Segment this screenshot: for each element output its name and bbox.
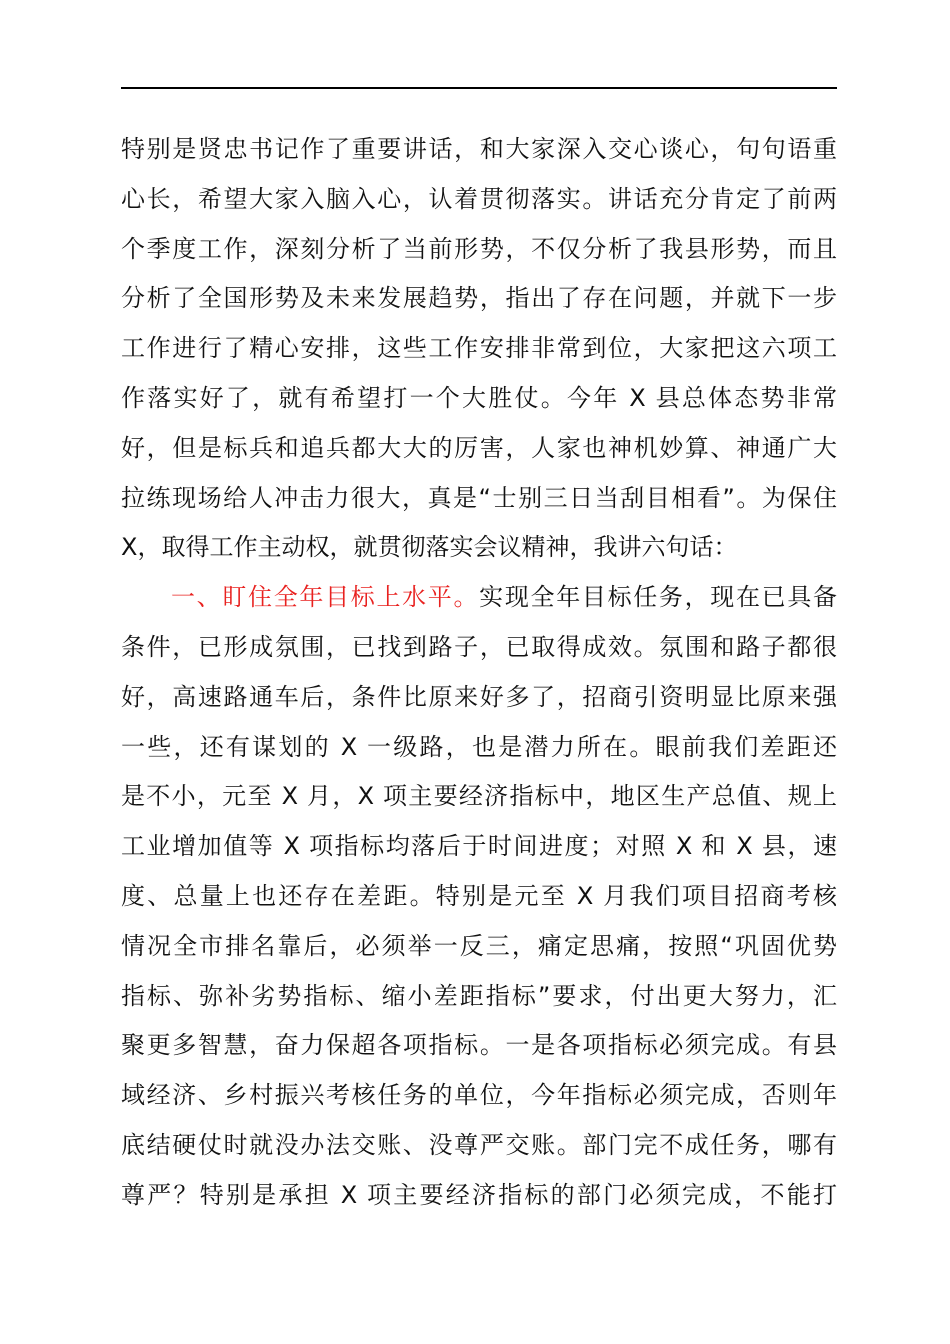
text-line: X，取得工作主动权，就贯彻落实会议精神，我讲六句话： (121, 533, 738, 562)
text-line: 工业增加值等 X 项指标均落后于时间进度；对照 X 和 X 县，速 (121, 832, 837, 861)
text-line: 拉练现场给人冲击力很大，真是“士别三日当刮目相看”。为保住 (121, 483, 837, 512)
text-line: 特别是贤忠书记作了重要讲话，和大家深入交心谈心，句句语重 (121, 135, 837, 163)
text-line: 情况全市排名靠后，必须举一反三，痛定思痛，按照“巩固优势 (121, 931, 837, 960)
text-line: 底结硬仗时就没办法交账、没尊严交账。部门完不成任务，哪有 (121, 1130, 837, 1159)
text-line: 一些，还有谋划的 X 一级路，也是潜力所在。眼前我们差距还 (121, 732, 837, 761)
text-line: 聚更多智慧，奋力保超各项指标。一是各项指标必须完成。有县 (121, 1031, 837, 1060)
text-line: 作落实好了，就有希望打一个大胜仗。今年 X 县总体态势非常 (121, 383, 837, 412)
text-line: 好，高速路通车后，条件比原来好多了，招商引资明显比原来强 (121, 682, 837, 711)
text-line: 工作进行了精心安排，这些工作安排非常到位，大家把这六项工 (121, 334, 837, 363)
section-heading-line (121, 573, 837, 623)
section-heading-rest: 实现全年目标任务，现在已具备 (479, 583, 838, 612)
text-line: 是不小，元至 X 月，X 项主要经济指标中，地区生产总值、规上 (121, 782, 837, 811)
text-line: 条件，已形成氛围，已找到路子，已取得成效。氛围和路子都很 (121, 632, 837, 661)
text-line: 分析了全国形势及未来发展趋势，指出了存在问题，并就下一步 (121, 284, 837, 313)
text-line: 心长，希望大家入脑入心，认着贯彻落实。讲话充分肯定了前两 (121, 184, 837, 213)
text-line: 度、总量上也还存在差距。特别是元至 X 月我们项目招商考核 (121, 881, 837, 910)
body-text (121, 125, 837, 1221)
text-line: 好，但是标兵和追兵都大大的厉害，人家也神机妙算、神通广大 (121, 433, 837, 462)
text-line: 个季度工作，深刻分析了当前形势，不仅分析了我县形势，而且 (121, 234, 837, 263)
header-rule (121, 87, 837, 89)
text-line: 域经济、乡村振兴考核任务的单位，今年指标必须完成，否则年 (121, 1081, 837, 1110)
section-heading: 一、盯住全年目标上水平。 (171, 583, 480, 612)
text-line: 尊严？特别是承担 X 项主要经济指标的部门必须完成，不能打 (121, 1180, 837, 1209)
text-line: 指标、弥补劣势指标、缩小差距指标”要求，付出更大努力，汇 (121, 981, 837, 1010)
